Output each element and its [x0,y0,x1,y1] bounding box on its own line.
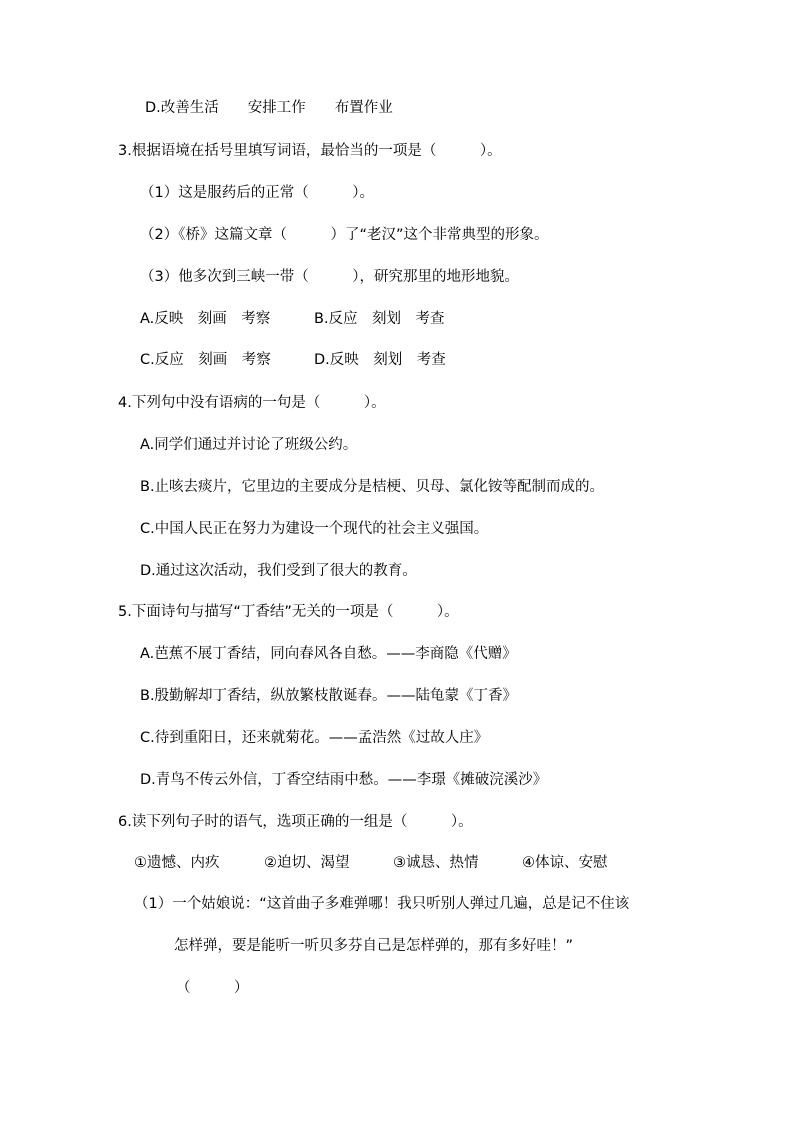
q3-stem: 3.根据语境在括号里填写词语，最恰当的一项是（ ）。 [118,143,502,159]
q3-option-b: B.反应 刻划 考查 [314,311,445,327]
q5-option-a: A.芭蕉不展丁香结，同向春风各自愁。——李商隐《代赠》 [140,646,517,662]
q5-option-b: B.殷勤解却丁香结，纵放繁枝散诞春。——陆龟蒙《丁香》 [140,688,518,704]
q6-sentence-1-answer: （ ） [176,980,249,996]
q6-choice-4: ④体谅、安慰 [522,855,608,871]
q3-sentence-3: （3）他多次到三峡一带（ ），研究那里的地形地貌。 [140,269,519,285]
q3-option-a: A.反映 刻画 考察 [140,311,271,327]
q6-choice-1: ①遗憾、内疚 [134,855,220,871]
q3-option-d: D.反映 刻划 考查 [314,352,446,368]
q6-stem: 6.读下列句子时的语气，选项正确的一组是（ ）。 [118,814,473,830]
q4-option-a: A.同学们通过并讨论了班级公约。 [140,437,358,453]
q4-option-d: D.通过这次活动，我们受到了很大的教育。 [140,563,417,579]
q3-sentence-2: （2）《桥》这篇文章（ ）了“老汉”这个非常典型的形象。 [140,227,549,243]
q5-option-c: C.待到重阳日，还来就菊花。——孟浩然《过故人庄》 [140,730,489,746]
q3-sentence-1: （1）这是服药后的正常（ ）。 [140,185,374,201]
q2-option-d: D.改善生活 安排工作 布置作业 [145,100,393,116]
q6-sentence-1-line-2: 怎样弹，要是能听一听贝多芬自己是怎样弹的，那有多好哇！” [174,938,574,954]
q4-option-c: C.中国人民正在努力为建设一个现代的社会主义强国。 [140,521,489,537]
q6-sentence-1-line-1: （1）一个姑娘说：“这首曲子多难弹哪！我只听别人弹过几遍，总是记不住该 [134,896,630,912]
q4-stem: 4.下列句中没有语病的一句是（ ）。 [118,395,386,411]
q6-choice-3: ③诚恳、热情 [393,855,479,871]
q5-option-d: D.青鸟不传云外信，丁香空结雨中愁。——李璟《摊破浣溪沙》 [140,772,548,788]
q3-option-c: C.反应 刻画 考察 [140,352,271,368]
q5-stem: 5.下面诗句与描写“丁香结”无关的一项是（ ）。 [118,604,459,620]
q6-choice-2: ②迫切、渴望 [264,855,350,871]
q4-option-b: B.止咳去痰片，它里边的主要成分是桔梗、贝母、氯化铵等配制而成的。 [140,479,605,495]
